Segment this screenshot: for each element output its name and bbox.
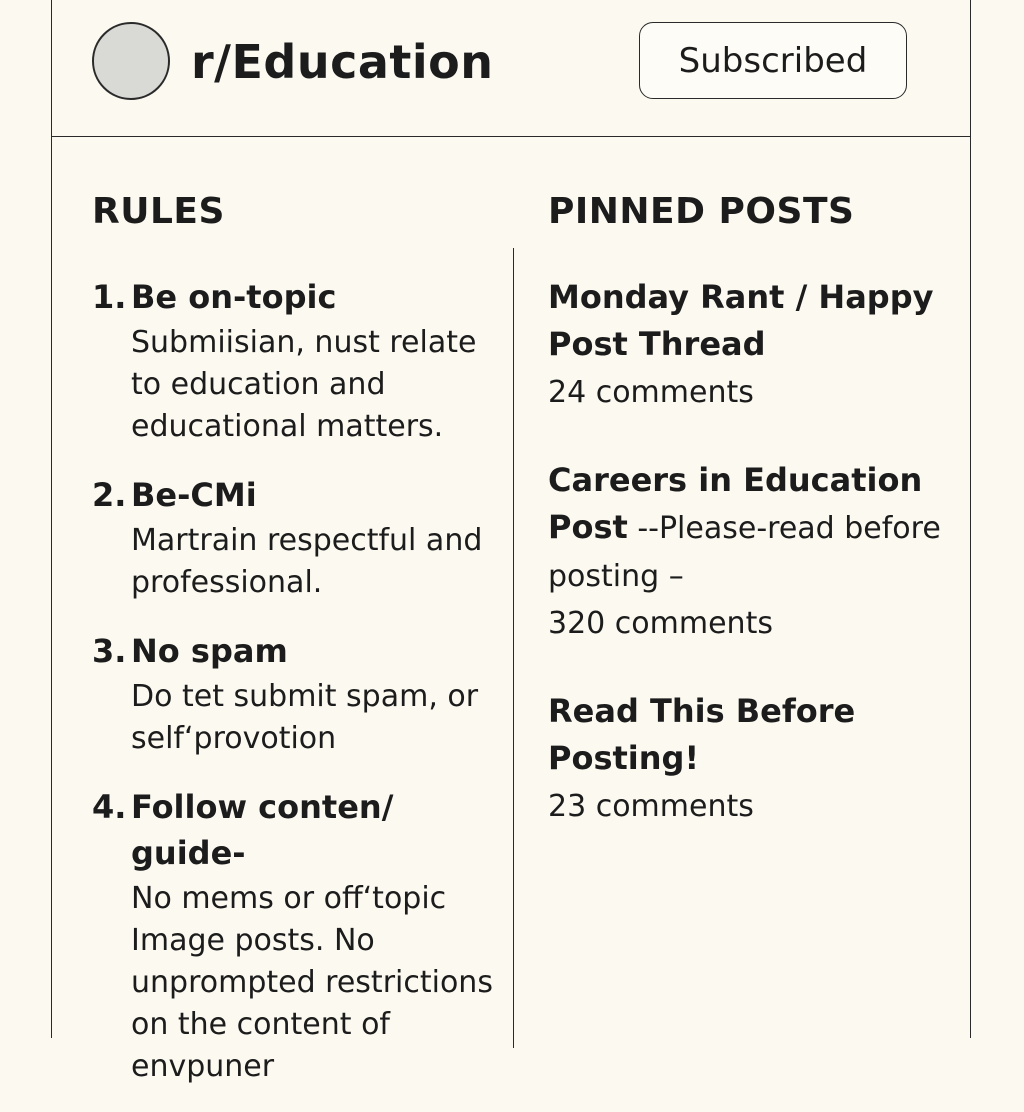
pinned-post-comments[interactable]: 320 comments bbox=[548, 606, 773, 641]
rule-title-text: No spam bbox=[131, 632, 288, 670]
rule-title bbox=[92, 274, 512, 320]
pinned-post[interactable] bbox=[548, 688, 958, 831]
rule-number: 3. bbox=[92, 632, 127, 670]
subreddit-avatar[interactable] bbox=[92, 22, 170, 100]
rules-section bbox=[92, 190, 512, 1112]
pinned-post-comments[interactable]: 24 comments bbox=[548, 375, 754, 410]
pinned-post-title[interactable] bbox=[548, 688, 958, 783]
column-divider bbox=[513, 248, 514, 1048]
subscribed-button[interactable]: Subscribed bbox=[639, 22, 907, 99]
rule-item bbox=[92, 472, 512, 604]
pinned-post[interactable] bbox=[548, 274, 958, 417]
rule-number: 2. bbox=[92, 476, 127, 514]
rule-title bbox=[92, 628, 512, 674]
rule-description: Submiisian, nust relate to education and educational matters. bbox=[131, 325, 477, 444]
pinned-post-title-text[interactable]: Read This Before Posting! bbox=[548, 692, 856, 777]
rule-item bbox=[92, 628, 512, 760]
subreddit-header bbox=[52, 0, 970, 137]
pinned-posts-section bbox=[548, 190, 958, 871]
pinned-post[interactable] bbox=[548, 457, 958, 648]
pinned-post-title-text[interactable]: Careers in Education Post bbox=[548, 461, 923, 546]
pinned-post-title[interactable] bbox=[548, 457, 958, 600]
rule-title-text: Follow conten/ guide- bbox=[131, 788, 394, 872]
rule-description: Do tet submit spam, or self‘provotion bbox=[131, 679, 479, 756]
rule-title-text: Be on-topic bbox=[131, 278, 337, 316]
pinned-posts-heading: PINNED POSTS bbox=[548, 191, 855, 232]
subreddit-name[interactable]: r/Education bbox=[191, 35, 494, 89]
rule-title-text: Be-CMi bbox=[131, 476, 257, 514]
pinned-post-comments[interactable]: 23 comments bbox=[548, 789, 754, 824]
rule-title bbox=[92, 472, 512, 518]
rule-item bbox=[92, 784, 512, 1088]
rule-description: No mems or off‘topic Image posts. No unprompted restrictions on the content of envpuner bbox=[131, 881, 493, 1084]
rule-number: 1. bbox=[92, 278, 127, 316]
rule-title bbox=[92, 784, 512, 876]
rule-item bbox=[92, 274, 512, 448]
rule-number: 4. bbox=[92, 788, 127, 826]
rule-description: Martrain respectful and professional. bbox=[131, 523, 483, 600]
pinned-post-title-text[interactable]: Monday Rant / Happy Post Thread bbox=[548, 278, 934, 363]
pinned-post-title[interactable] bbox=[548, 274, 958, 369]
pinned-post-title-suffix[interactable]: --Please-read before posting – bbox=[548, 511, 941, 594]
subreddit-panel bbox=[51, 0, 971, 1084]
rules-heading: RULES bbox=[92, 191, 225, 232]
